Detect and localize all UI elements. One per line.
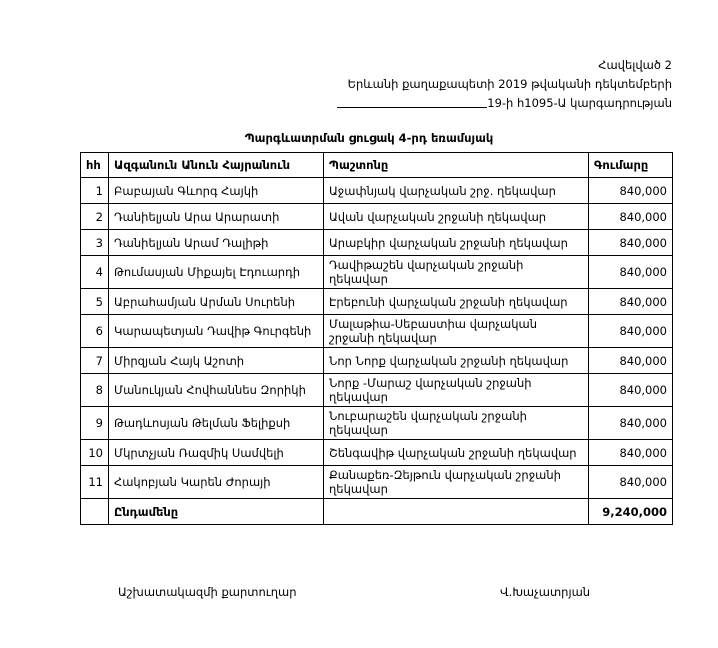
cell-position: Ավան վարչական շրջանի ղեկավար xyxy=(324,204,589,230)
header-line-number xyxy=(337,94,672,113)
cell-position: Էրեբունի վարչական շրջանի ղեկավար xyxy=(324,289,589,315)
table-row xyxy=(81,374,673,407)
cell-amount: 840,000 xyxy=(589,289,673,315)
cell-nn: 8 xyxy=(81,374,109,407)
cell-position: Նոր Նորք վարչական շրջանի ղեկավար xyxy=(324,348,589,374)
cell-position: Դավիթաշեն վարչական շրջանի ղեկավար xyxy=(324,256,589,289)
footer-signer: Վ.Խաչատրյան xyxy=(500,585,591,599)
header-line-decree: Երևանի քաղաքապետի 2019 թվականի դեկտեմբերի xyxy=(347,77,672,91)
cell-amount: 840,000 xyxy=(589,440,673,466)
table-row xyxy=(81,178,673,204)
cell-fullname: Միրզյան Հայկ Աշոտի xyxy=(109,348,324,374)
cell-fullname: Աբրահամյան Արման Սուրենի xyxy=(109,289,324,315)
cell-amount: 840,000 xyxy=(589,315,673,348)
cell-nn: 5 xyxy=(81,289,109,315)
cell-nn: 9 xyxy=(81,407,109,440)
cell-total-empty xyxy=(324,499,589,525)
cell-total-label: Ընդամենը xyxy=(109,499,324,525)
table-row xyxy=(81,348,673,374)
cell-amount: 840,000 xyxy=(589,256,673,289)
cell-fullname: Բաբայան Գևորգ Հայկի xyxy=(109,178,324,204)
cell-fullname: Մանուկյան Հովհաննես Զորիկի xyxy=(109,374,324,407)
column-header-fullname: Ազգանուն Անուն Հայրանուն xyxy=(109,153,324,178)
footer-role: Աշխատակազմի քարտուղար xyxy=(118,585,297,599)
cell-position: Արաբկիր վարչական շրջանի ղեկավար xyxy=(324,230,589,256)
page-title: Պարգևատրման ցուցակ 4-րդ եռամսյակ xyxy=(244,131,494,145)
cell-total-amount: 9,240,000 xyxy=(589,499,673,525)
document-header xyxy=(337,56,672,113)
cell-fullname: Մկրտչյան Ռազմիկ Սամվելի xyxy=(109,440,324,466)
table-row xyxy=(81,230,673,256)
column-header-nn: հհ xyxy=(81,153,109,178)
table-row xyxy=(81,407,673,440)
cell-position: Աջափնյակ վարչական շրջ. ղեկավար xyxy=(324,178,589,204)
table-row xyxy=(81,315,673,348)
table-header xyxy=(81,153,673,178)
header-line-number-text: 19-ի հ1095-Ա կարգադրության xyxy=(487,96,672,110)
cell-nn: 4 xyxy=(81,256,109,289)
table-row xyxy=(81,440,673,466)
cell-position: Քանաքեռ-Զեյթուն վարչական շրջանի ղեկավար xyxy=(324,466,589,499)
cell-position: Նուբարաշեն վարչական շրջանի ղեկավար xyxy=(324,407,589,440)
bonus-list-table xyxy=(80,152,673,525)
table-row xyxy=(81,204,673,230)
cell-fullname: Թումասյան Միքայել Էդուարդի xyxy=(109,256,324,289)
cell-amount: 840,000 xyxy=(589,407,673,440)
cell-fullname: Դանիելյան Արա Արարատի xyxy=(109,204,324,230)
table-row xyxy=(81,466,673,499)
cell-nn: 3 xyxy=(81,230,109,256)
header-underline xyxy=(337,95,487,108)
cell-fullname: Թադևոսյան Թելման Ֆելիքսի xyxy=(109,407,324,440)
cell-nn: 7 xyxy=(81,348,109,374)
table-row xyxy=(81,256,673,289)
cell-amount: 840,000 xyxy=(589,230,673,256)
table-total-row xyxy=(81,499,673,525)
cell-total-nn xyxy=(81,499,109,525)
cell-position: Նորք -Մարաշ վարչական շրջանի ղեկավար xyxy=(324,374,589,407)
table-header-row xyxy=(81,153,673,178)
header-line-appendix: Հավելված 2 xyxy=(598,58,672,72)
table-row xyxy=(81,289,673,315)
cell-amount: 840,000 xyxy=(589,466,673,499)
column-header-amount: Գումարը xyxy=(589,153,673,178)
cell-fullname: Դանիելյան Արամ Դալիթի xyxy=(109,230,324,256)
cell-position: Շենգավիթ վարչական շրջանի ղեկավար xyxy=(324,440,589,466)
cell-amount: 840,000 xyxy=(589,204,673,230)
cell-nn: 11 xyxy=(81,466,109,499)
table-body xyxy=(81,178,673,525)
cell-amount: 840,000 xyxy=(589,348,673,374)
cell-nn: 10 xyxy=(81,440,109,466)
column-header-position: Պաշտոնը xyxy=(324,153,589,178)
cell-nn: 6 xyxy=(81,315,109,348)
cell-nn: 2 xyxy=(81,204,109,230)
cell-fullname: Հակոբյան Կարեն Ժորայի xyxy=(109,466,324,499)
cell-nn: 1 xyxy=(81,178,109,204)
cell-amount: 840,000 xyxy=(589,374,673,407)
cell-fullname: Կարապետյան Դավիթ Գուրգենի xyxy=(109,315,324,348)
cell-position: Մալաթիա-Սեբաստիա վարչական շրջանի ղեկավար xyxy=(324,315,589,348)
cell-amount: 840,000 xyxy=(589,178,673,204)
